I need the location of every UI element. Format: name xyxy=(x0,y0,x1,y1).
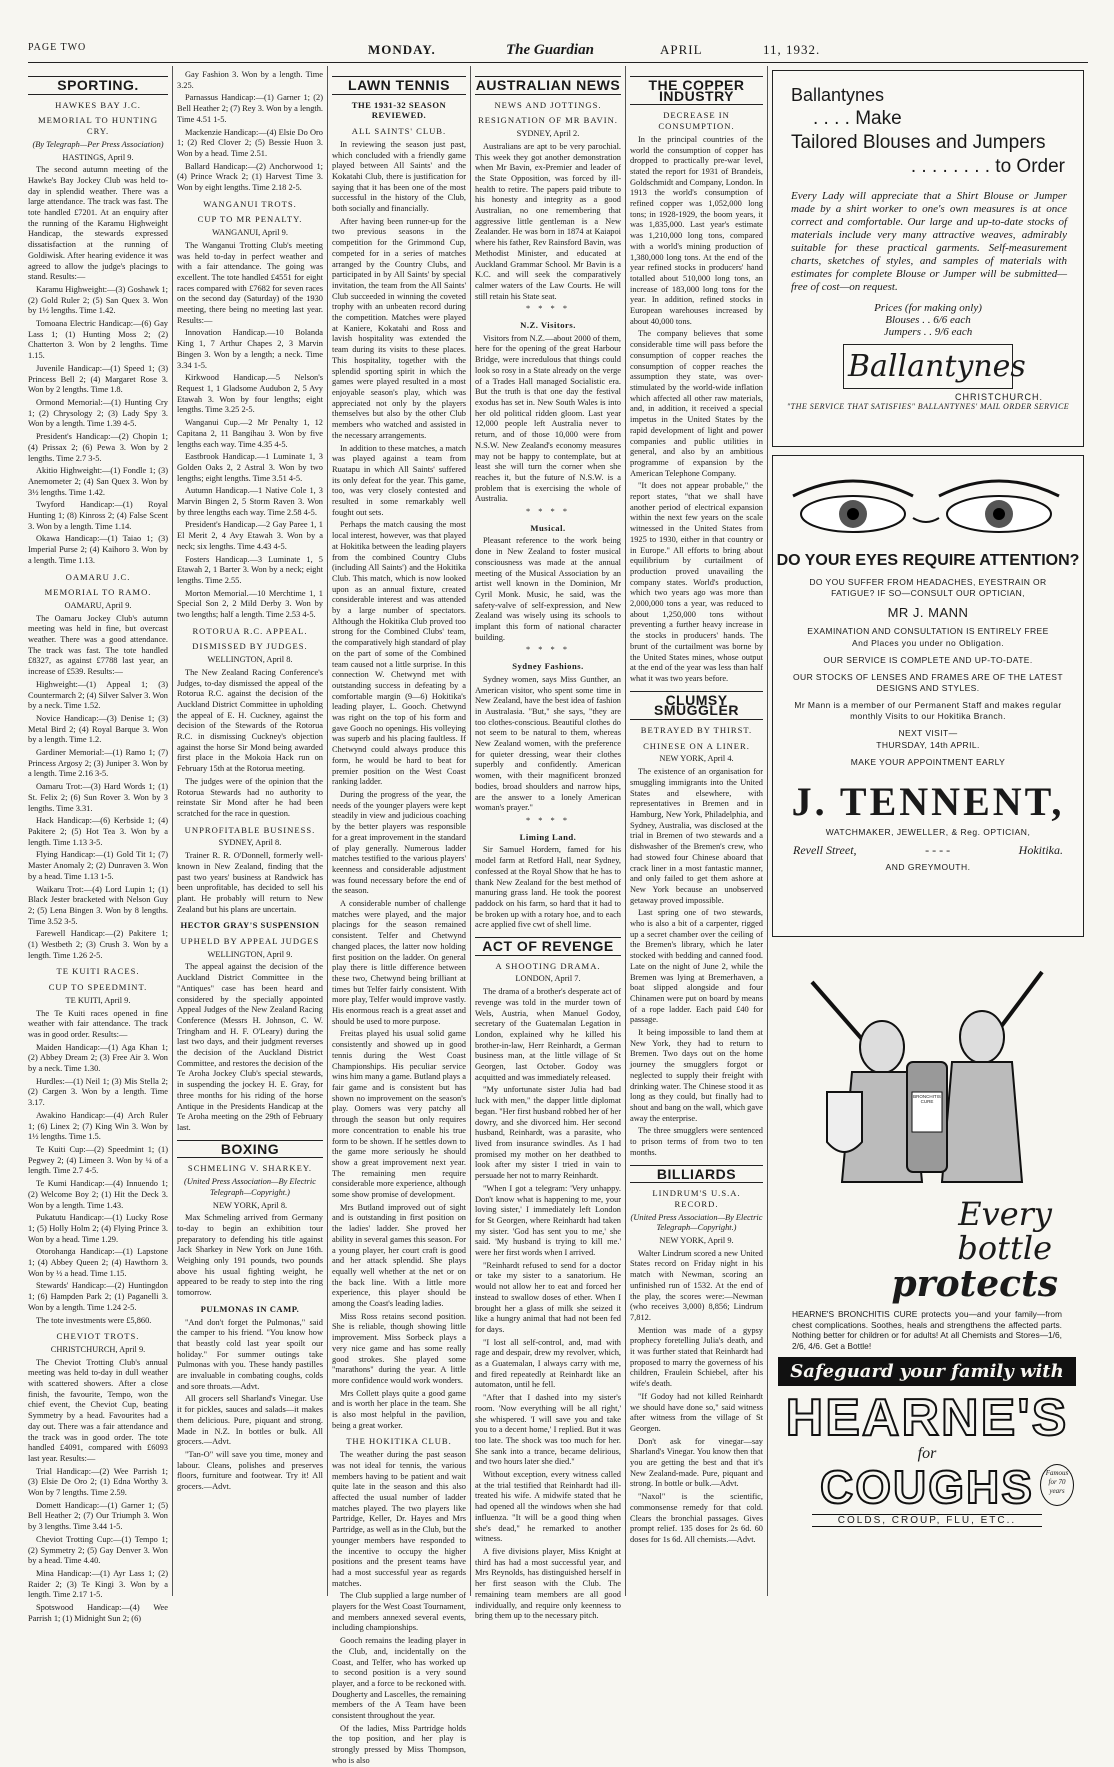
paragraph: The company believes that some considerable time will pass before the consumption of copper reaches the consumption of copper reaches the assumption they state, was over-stimulated by the world-wide inflation which affected all other raw materials, and, in addition, it received a special impetus in the United States by the rapid development of light and power companies and public utilities in general, and also by an ambitious programme of expansion by the American Telephone Company. xyxy=(630,329,763,478)
credit-line: (By Telegraph—Per Press Association) xyxy=(32,139,164,149)
dashes: - - - - xyxy=(925,843,951,857)
subheading: THE HOKITIKA CLUB. xyxy=(346,1436,452,1447)
paragraph: Morton Memorial.—10 Merchtime 1, 1 Special Son 2, 2 Mild Derby 3. Won by two lengths; half a length. Time 2.53 4-5. xyxy=(177,588,323,620)
section-title: THE COPPER INDUSTRY xyxy=(630,76,763,105)
paragraph: Waikaru Trot:—(4) Lord Lupin 1; (1) Black Jester bracketed with Nelson Guy 2; (5) Lena Bingen 3. Won by 8 lengths. Time 3.52 3-5. xyxy=(28,884,168,926)
price-blouses: Blouses . . 6/6 each xyxy=(885,314,971,326)
subheading: BETRAYED BY THIRST. xyxy=(640,725,753,736)
paragraph: Spotswood Handicap:—(4) Wee Parrish 1; (1) Midnight Sun 2; (6) xyxy=(28,1603,168,1623)
paragraph: Autumn Handicap.—1 Native Cole 1, 3 Marvin Bingen 2, 5 Storm Raven 3. Won by three lengths each way. Time 2.58 4-5. xyxy=(177,486,323,517)
separator: * * * * xyxy=(525,304,571,314)
branch-line: AND GREYMOUTH. xyxy=(885,862,971,872)
paragraph: Mina Handicap:—(1) Ayr Lass 1; (2) Raider 2; (3) Te Kingi 3. Won by a length. Time 2.17 1-5. xyxy=(28,1569,168,1600)
paragraph: Otorohanga Handicap:—(1) Lapstone 1; (4) Abbey Queen 2; (4) Hawthorn 3. Won by ½ a head. Time 1.15. xyxy=(28,1247,168,1278)
dateline: NEW YORK, April 4. xyxy=(659,754,734,764)
subheading: HECTOR GRAY'S SUSPENSION xyxy=(180,920,320,931)
ballantynes-signature-logo: Ballantynes xyxy=(843,344,1013,389)
paragraph: Oamaru Trot:—(3) Hard Words 1; (1) St. Felix 2; (6) Sun Rover 3. Won by 3 lengths. Time 3.31. xyxy=(28,782,168,813)
issue-day: MONDAY. xyxy=(368,42,436,57)
paragraph: The weather during the past season was not ideal for tennis, the various members having to be patient and wait quite late in the season and this also affected the usual number of ladder matches played. The two players like Partridge, Keller, Dr. Hayes and Mrs Partridge, as well as in the Club, but the younger members have responded to the incentive to occupy the higher positions and the present teams have had a most successful year as regards matches. xyxy=(332,1450,466,1588)
paragraph: Gooch remains the leading player in the Club, and, incidentally on the Coast, and Telfer, who has worked up to second position is a very sound player, and a force to be reckoned with. Dougherty and Lascelles, the remaining members of the A Team have been consistent throughout the year. xyxy=(332,1636,466,1721)
ad-text: OUR STOCKS OF LENSES AND FRAMES ARE OF THE LATEST DESIGNS AND STYLES. xyxy=(793,672,1063,693)
separator: * * * * xyxy=(525,507,571,517)
ad-body: HEARNE'S BRONCHITIS CURE protects you—and your family—from chest complications. Soothes, heals and strengthens the affected parts. Nothing better for children or for adults! At all Chemists and Stores—1/6, 2/6, 4/6. Get a Bottle! xyxy=(792,1309,1062,1351)
brand-for: for xyxy=(917,1445,937,1462)
paragraph: Cheviot Trotting Cup:—(1) Tempo 1; (2) Symmetry 2; (5) Gay Denver 3. Won by a head. Time 4.40. xyxy=(28,1534,168,1566)
famous-badge: Famous for 70 years xyxy=(1040,1464,1074,1506)
subheading: N.Z. Visitors. xyxy=(520,320,576,331)
paragraph: Gay Fashion 3. Won by a length. Time 3.25. xyxy=(177,70,323,90)
paragraph: "My unfortunate sister Julia had bad luck with men," the dapper little diplomat began. "Her first husband robbed her of her dowry, and she divorced him. Her second husband, Reinhardt, was a parasite, who lived from insurance swindles. As I had promised my mother on her deathbed to look after my sister I tried in vain to persuade her not to marry Reinhardt. xyxy=(475,1085,621,1181)
paragraph: In reviewing the season just past, which concluded with a friendly game played between All Saints' and the Kokatahi Club, there is justification for saying that it has been one of the most successful in the history of the Club, both socially and financially. xyxy=(332,139,466,214)
paragraph: Mrs Collett plays quite a good game and is worth her place in the team. She is also most helpful in the pavilion, being a great worker. xyxy=(332,1388,466,1430)
ad-body: Every Lady will appreciate that a Shirt Blouse or Jumper made by a shirt worker to one's own measures is at once correct and comfortable. Our large and up-to-date stocks of materials include very many attractive weaves, admirably suitable for these practical garments. Self-measurement charts, sketches of styles, and samples of materials with estimates for complete Blouse or Jumper will be submitted—free of cost—on request. xyxy=(791,190,1067,293)
section-title: BOXING xyxy=(177,1140,323,1159)
dateline: NEW YORK, April 8. xyxy=(212,1200,288,1210)
paragraph: Parnassus Handicap:—(1) Garner 1; (2) Bell Heather 2; (7) Rey 3. Won by a length. Time 4.51 1-5. xyxy=(177,93,323,124)
paragraph: "I lost all self-control, and, mad with rage and despair, drew my revolver, which, as a Guatemalan, I always carry with me, and fired repeatedly at Reinhardt like an automaton, until he fell. xyxy=(475,1337,621,1390)
subheading: WANGANUI TROTS. xyxy=(203,198,297,209)
paragraph: Kirkwood Handicap.—5 Nelson's Request 1, 1 Gladsome Audubon 2, 5 Avy Etawah 3. Won by four lengths; eight lengths. Time 3.25 2-5. xyxy=(177,373,323,415)
paragraph: Te Kuiti Cup:—(2) Speedmint 1; (1) Pegwey 2; (4) Limeen 3. Won by ¼ of a length. Time 2.7 4-5. xyxy=(28,1144,168,1176)
subheading: MEMORIAL TO HUNTING CRY. xyxy=(37,115,159,137)
credit-line: (United Press Association—By Electric Telegraph—Copyright.) xyxy=(630,1212,763,1233)
subheading: UNPROFITABLE BUSINESS. xyxy=(184,824,316,835)
paragraph: The Te Kuiti races opened in fine weather with fair attendance. The track was in good order. Results:— xyxy=(28,1008,168,1039)
paragraph: Australians are apt to be very parochial. This week they got another demonstration when Mr Bavin, ex-Premier and leader of the State Opposition, was forced by ill-health to retire. The papers paid tribute to his honesty and integrity as a good Australian, no one remembering that aggressive little gentleman is a New Zealander. He was born in 1874 at Kaiapoi where his father, Rev Rainsford Bavin, was Methodist Minister, and educated at Auckland Grammar School. Mr Bavin is a K.C. and will seek the comparatively calmer waters of the Law Courts. He will still retain his State seat. xyxy=(475,141,621,301)
subheading: Sydney Fashions. xyxy=(512,661,584,672)
paragraph: Pleasant reference to the work being done in New Zealand to foster musical consciousness was made at the annual meeting of the Musical Association by an artist well known in the Dominion, Mr Cyril Monk. Music, he said, was the safety-valve of self-expression, and New Zealand was wisely using its schools to implant this form of national character building. xyxy=(475,536,621,642)
paragraph: Twyford Handicap:—(1) Royal Hunting 1; (8) Kinross 2; (4) False Scent 3. Won by a length. Time 1.14. xyxy=(28,500,168,531)
column-rule xyxy=(327,66,328,1596)
eyes-illustration-icon xyxy=(773,456,1079,546)
section-title: BILLIARDS xyxy=(630,1165,763,1184)
dateline: HASTINGS, April 9. xyxy=(62,152,134,162)
optician-name: MR J. MANN xyxy=(887,605,969,620)
paragraph: Farewell Handicap:—(2) Pakitere 1; (1) Westbeth 2; (3) Crush 3. Won by a length. Time 1.26 2-5. xyxy=(28,929,168,960)
paragraph: Domett Handicap:—(1) Garner 1; (5) Bell Heather 2; (7) Our Triumph 3. Won by 3 lengths. Time 3.44 1-5. xyxy=(28,1500,168,1532)
paragraph: The appeal against the decision of the Auckland District Committee in the "Antiques" case has been heard and considered by the specially appointed Appeal Judges of the New Zealand Racing Conference (Messrs H. Johnson, C. W. Tringham and H. F. O'Leary) during the last two days, and their judgment reverses the decision of the Auckland District Committee, and restores the decision of the Te Aroha Jockey Club's special stewards, in suspending the jockey H. E. Gray, for three months for his riding of the horse Antique in the Presidents Handicap at the Te Aroha meeting on the 29th of February last. xyxy=(177,962,323,1132)
paragraph: Fosters Handicap.—3 Luminate 1, 5 Etawah 2, 1 Barter 3. Won by a neck; eight lengths. Time 2.55. xyxy=(177,554,323,585)
paragraph: "It does not appear probable," the report states, "that we shall have another period of electrical expansion within the next few years on the scale witnessed in the United States from 1925 to 1930, either in that country or in Europe." All efforts to bring about equilibrium by curtailment of production proved unavailing the company states. World's production, which two years ago was more than 2,000,000 tons a year, was reduced to about 1,250,000 tons without preventing a further heavy increase in the stocks in producers' hands. The brunt of the curtailment was borne by the United States mines, whose output at the end of the year was less than half what it was two years before. xyxy=(630,481,763,683)
subheading: CUP TO MR PENALTY. xyxy=(197,214,303,225)
paragraph: Max Schmeling arrived from Germany to-day to begin an exhibition tour preparatory to defending his title against Jack Sharkey in New York on June 16th. Weighing only 191 pounds, two pounds above his usual fighting weight, he appeared to be ready to step into the ring tomorrow. xyxy=(177,1213,323,1298)
subheading: TE KUITI RACES. xyxy=(56,966,140,977)
paragraph: It being impossible to land them at New York, they had to return to Bremen. Two days out on the home journey the smugglers forgot or neglected to supply their freight with drinking water. The Chinese stood it as long as they could, but finally had to shout and bang on the wall, which gave away the enterprise. xyxy=(630,1028,763,1123)
subheading: DECREASE IN CONSUMPTION. xyxy=(658,110,735,132)
paragraph: Hurdles:—(1) Neil 1; (3) Mis Stella 2; (2) Cargen 3. Won by a length. Time 3.17. xyxy=(28,1076,168,1108)
subheading: LINDRUM'S U.S.A. RECORD. xyxy=(652,1188,741,1209)
subheading: UPHELD BY APPEAL JUDGES xyxy=(180,936,320,947)
dateline: OAMARU, April 9. xyxy=(64,600,132,610)
subheading: A SHOOTING DRAMA. xyxy=(495,960,601,971)
issue-month: APRIL xyxy=(660,42,703,57)
brand-name: HEARNE'S xyxy=(785,1389,1069,1447)
section-title: CLUMSY SMUGGLER xyxy=(630,691,763,720)
subheading: SCHMELING V. SHARKEY. xyxy=(187,1163,313,1174)
section-title: LAWN TENNIS xyxy=(332,76,466,95)
paragraph: Akitio Highweight:—(1) Fondle 1; (3) Anemometer 2; (4) San Quex 3. Won by 3½ lengths. Time 1.42. xyxy=(28,466,168,497)
safeguard-banner: Safeguard your family with xyxy=(778,1357,1076,1386)
ad-text: NEXT VISIT— xyxy=(898,728,958,738)
paragraph: Visitors from N.Z.—about 2000 of them, here for the opening of the great Harbour Bridge, were incredulous that things could look so rosy in a State already on the verge of a Trades Hall managed Socialistic era. But the truth is that one day the festival exodus has set in. New South Wales is into her old political ridden gloom. Last year 12,000 people left Australia never to return, and of those 10,000 were from N.S.W. New Zealand's economy measures may not be happy to contemplate, but at least she will turn the corner when she reaches it, but the future of N.S.W. is a problem that is exercising the whole of Australia. xyxy=(475,333,621,504)
subheading: RESIGNATION OF MR BAVIN. xyxy=(478,115,618,126)
brand-coughs: COUGHS xyxy=(820,1461,1034,1513)
paragraph: The Club supplied a large number of players for the West Coast Tournament, and members annexed several events, including championships. xyxy=(332,1591,466,1633)
paragraph: Sir Samuel Hordern, famed for his model farm at Retford Hall, near Sydney, confessed at the Royal Show that he has to thank New Zealand for the best method of manuring grass land. He took the poorest paddock on his farm, so hard that it had to be broken up with a rotary hoe, and to each acre applied five cwt of shell lime. xyxy=(475,845,621,930)
paragraph: The second autumn meeting of the Hawke's Bay Jockey Club was held to-day in splendid weather. There was a large attendance. The track was fast. The tote handled £7201. At an enquiry after the running of the Karamu Highweight Handicap, the stewards expressed dissatisfaction at the running of Goldiwisk. After hearing evidence it was agreed to allow the judge's placings to stand. Results:— xyxy=(28,165,168,282)
ad-slogan: protects xyxy=(891,1263,1058,1305)
dateline: SYDNEY, April 2. xyxy=(516,129,580,139)
paragraph: All grocers sell Sharland's Vinegar. Use it for pickles, sauces and salads—it makes them delicious. Pure, piquant and strong. Made in N.Z. In bottles or bulk. All grocers.—Advt. xyxy=(177,1394,323,1447)
paragraph: Karamu Highweight:—(3) Goshawk 1; (2) Gold Ruler 2; (5) San Quex 3. Won by 1½ lengths. Time 1.42. xyxy=(28,284,168,316)
paragraph: "Tan-O" will save you time, money and labour. Cleans, polishes and preserves floors, furniture and footwear. Try it! All grocers.—Advt. xyxy=(177,1449,323,1492)
paragraph: Mackenzie Handicap:—(4) Elsie Do Oro 1; (2) Red Clover 2; (5) Bessie Huon 3. Won by a head. Time 2.51. xyxy=(177,127,323,158)
paragraph: A considerable number of challenge matches were played, and the major placings for the season remained consistent. Telfer and Chetwynd changed places, the latter now holding first position on the ladder. On general play there is little difference between these two, Chetwynd being brilliant at times but Telfer fairly consistent. With more play, Telfer would improve vastly. His enormous reach is a great asset and should be used to more purpose. xyxy=(332,899,466,1026)
paragraph: The drama of a brother's desperate act of revenge was told in the murder town of Wels, Austria, when Manuel Godoy, secretary of the Guatemalan Legation in London, explained why he killed his brother-in-law, Herr Reinhardt, a German business man, at the little village of St Georgen, last October. Godoy was acquitted and was immediately released. xyxy=(475,987,621,1082)
column-rule xyxy=(625,66,626,1596)
paragraph: After having been runner-up for the two previous seasons in the competition for the Grimmond Cup, competed for in a series of matches arranged by the Country Clubs, and participated in by All Saints' by special invitation, the team from the All Saints' Club succeeded in winning the coveted trophy with an unbeaten record during the competition. Matches were played at Kaniere, Kokatahi and Ross and lavish hospitality was extended the team during its visits to these places. This hospitality, together with the splendid sporting spirit in which the games were played resulted in a most enjoyable season's play, which was appreciated not only by the players themselves but also by the other Club members who watched and assisted in the necessary arrangements. xyxy=(332,216,466,440)
subheading: NEWS AND JOTTINGS. xyxy=(494,99,602,110)
ad-text: MAKE YOUR APPOINTMENT EARLY xyxy=(850,757,1006,767)
tennent-optician-advertisement xyxy=(772,455,1084,937)
dateline: WELLINGTON, April 9. xyxy=(207,949,293,959)
next-visit-date: THURSDAY, 14th APRIL. xyxy=(876,740,980,750)
section-title: SPORTING. xyxy=(28,76,168,95)
paragraph: Hack Handicap:—(6) Kerbside 1; (4) Pakitere 2; (5) Hot Tea 3. Won by a length. Time 1.13 3-5. xyxy=(28,816,168,847)
column-australian-news xyxy=(475,70,621,1621)
paragraph: The existence of an organisation for smuggling immigrants into the United States and elsewhere, with representatives in Bremen and in Hamburg, New York, Philadelphia, and Sydney, Australia, was disclosed at the trial in Bremen of two stewards and a dishwasher of the Bremen's crew, who had stowed four Chinese aboard that crack liner in a most fantastic manner, and only failed to get them ashore at New York because an unobserved getaway proved impossible. xyxy=(630,767,763,905)
credit-line: (United Press Association—By Electric Telegraph—Copyright.) xyxy=(184,1177,316,1197)
paragraph: Stewards' Handicap:—(2) Huntingdon 1; (6) Hampden Park 2; (1) Paganelli 3. Won by a length. Time 1.24 2-5. xyxy=(28,1281,168,1312)
paragraph: Maiden Handicap:—(1) Aga Khan 1; (2) Abbey Dream 2; (3) Free Air 3. Won by a neck. Time 1.30. xyxy=(28,1042,168,1074)
section-title: AUSTRALIAN NEWS xyxy=(475,77,621,93)
paragraph: "When I got a telegram: 'Very unhappy. Don't know what is happening to me, your loving sister,' I immediately left London for St Georgen, where Reinhardt had taken my sister. 'God has sent you to me,' she said. 'My husband is trying to kill me.' were her first words when I arrived. xyxy=(475,1183,621,1258)
subheading: THE 1931-32 SEASON REVIEWED. xyxy=(351,99,447,121)
ad-headline: DO YOUR EYES REQUIRE ATTENTION? xyxy=(776,552,1080,569)
paragraph: The Oamaru Jockey Club's autumn meeting was held in fine, but overcast weather. There was a good attendance. The track was fast. The tote handled £8327, as against £7788 last year, an increase of £539. Results:— xyxy=(28,613,168,677)
paragraph: Te Kumi Handicap:—(4) Innuendo 1; (2) Welcome Boy 2; (1) Hit the Deck 3. Won by a length. Time 1.43. xyxy=(28,1179,168,1210)
separator: * * * * xyxy=(525,816,571,825)
trade-line: WATCHMAKER, JEWELLER, & Reg. OPTICIAN, xyxy=(825,827,1031,837)
subheading: CHINESE ON A LINER. xyxy=(643,740,750,751)
page-number: PAGE TWO xyxy=(28,42,87,53)
subheading: CHEVIOT TROTS. xyxy=(56,1331,140,1342)
issue-date: 11, 1932. xyxy=(763,42,821,57)
paragraph: In the principal countries of the world the consumption of copper has dropped to practically pre-war level, stated the report for 1931 of Brandeis, Goldschmidt and Company, London. In 1913 the world's consumption of refined copper was 1,052,000 long tons; in 1928-1929, the boom years, it was 1,835,000. Last year's estimate was 1,210,000 long tons, compared with a world's mining production of 1,380,000 long tons. At the end of the year refined stocks in producers' hand totalled about 510,000 long tons, an increase of 183,000 long tons for the year. In addition, refined stocks in European warehouses increased by about 40,000 tons. xyxy=(630,134,763,326)
price-jumpers: Jumpers . . 9/6 each xyxy=(883,326,973,338)
paragraph: Sydney women, says Miss Gunther, an American visitor, who spent some time in New Zealand, have the best idea of fashion in Australasia. "But," she says, "they are too clothes-conscious. Beautiful clothes do not seem to be natural to them, whereas New Zealand women, with the preference for quieter dressing, wear their clothes superbly and confidently. American women, with their magnificent bronzed bodies, broad shoulders and narrow hips, are the answer to a lonely American woman's prayer." xyxy=(475,674,621,813)
dateline: SYDNEY, April 8. xyxy=(218,838,282,848)
paragraph: "And don't forget the Pulmonas," said the camper to his friend. "You know how that beastly cold last year spoilt our holiday." For summer outings take Pulmonas with you. These handy pastilles are invaluable in combating coughs, colds and sore throats.—Advt. xyxy=(177,1317,323,1391)
subheading: HAWKES BAY J.C. xyxy=(55,99,141,110)
subheading: ROTORUA R.C. APPEAL. xyxy=(192,625,308,636)
address-line xyxy=(793,843,1063,858)
subheading: CUP TO SPEEDMINT. xyxy=(48,982,148,993)
paragraph: Miss Ross retains second position. She is reliable, though showing little improvement. Miss Sorbeck plays a very nice game and has some really good strokes. She played some "marathons" during the year. A little more confidence would work wonders. xyxy=(332,1311,466,1385)
bottle-label: BRONCHITIS CURE xyxy=(913,1094,941,1104)
paragraph: Trainer R. R. O'Donnell, formerly well-known in New Zealand, finding that the past two years' business at Randwick has been unprofitable, has decided to sell his plant. He probably will return to New Zealand but his plans are uncertain. xyxy=(177,851,323,914)
paragraph: "If Godoy had not killed Reinhardt we should have done so," said witness after witness from the village of St Georgen. xyxy=(630,1391,763,1433)
dateline: WANGANUI, April 9. xyxy=(212,228,288,238)
street: Revell Street, xyxy=(793,843,857,857)
paragraph: Highweight:—(1) Appeal 1; (3) Countermarch 2; (4) Silver Salver 3. Won by a neck. Time 1.52. xyxy=(28,679,168,711)
dateline: CHRISTCHURCH, April 9. xyxy=(50,1344,146,1354)
ad-heading: Ballantynes xyxy=(791,85,885,105)
paragraph: Trial Handicap:—(2) Wee Parrish 1; (3) Elsie De Oro 2; (1) Edna Worthy 3. Won by 7 lengths. Time 2.59. xyxy=(28,1466,168,1498)
subheading: DISMISSED BY JUDGES. xyxy=(192,641,308,652)
hearnes-advertisement xyxy=(772,942,1082,1592)
dateline: TE KUITI, April 9. xyxy=(65,995,131,1005)
column-rule xyxy=(470,66,471,1596)
ad-text: DO YOU SUFFER FROM HEADACHES, EYESTRAIN OR FATIGUE? IF SO—CONSULT OUR OPTICIAN, xyxy=(809,577,1047,598)
paragraph: President's Handicap.—2 Gay Paree 1, 1 El Merit 2, 4 Avy Etawah 3. Won by a neck; six lengths. Time 4.43 4-5. xyxy=(177,520,323,551)
column-rule xyxy=(172,66,173,1596)
ballantynes-advertisement xyxy=(772,70,1084,447)
paragraph: The tote investments were £5,860. xyxy=(36,1315,152,1325)
newspaper-title: The Guardian xyxy=(506,42,594,58)
paragraph: Perhaps the match causing the most local interest, however, was that played at Hokitika between the leading players from the combined Country Clubs (including All Saints') and the Hokitika Club. This match, which is now looked upon as an annual fixture, created considerable interest and was attended by a large number of spectators. Although the Hokitika Club proved too strong for the Combined Clubs' team, the comparatively high standard of play on the part of some of the Combined team caused not a little surprise. In this connection W. Chetwynd met with outstanding success in defeating by a comfortable margin (9—6) Hokitika's leading player, L. Gooch. Chetwynd was right on the top of his form and gave Gooch no openings. His volleying was superb and his placing faultless. If Chetwynd could always produce this form, he would be hard to beat for premier position on the West Coast ranking ladder. xyxy=(332,520,466,787)
paragraph: Innovation Handicap.—10 Bolanda King 1, 7 Arthur Chapes 2, 3 Marvin Bingen 3. Won by a length; a neck. Time 3.34 1-5. xyxy=(177,328,323,370)
paragraph: Mrs Butland improved out of sight and is outstanding in first position on the ladies' ladder. She proved her ability in several games this season. For a young player, her court craft is good and her attack splendid. She plays equally well whether at the net or on the back line. With a little more experience, this player should be among the Coast's leading ladies. xyxy=(332,1202,466,1309)
paragraph: Without exception, every witness called at the trial testified that Reinhardt had ill-treated his wife. A midwife stated that he had opened all the windows when she had influenza. "It will be a good thing when she's dead," he remarked to another witness. xyxy=(475,1470,621,1544)
paragraph: In addition to these matches, a match was played against a team from Ruatapu in which All Saints' suffered its only defeat for the year. This game, too, was very closely contested and resulted in some remarkably well fought out sets. xyxy=(332,443,466,517)
dateline: NEW YORK, April 9. xyxy=(659,1236,734,1246)
paragraph: Okawa Handicap:—(1) Taiao 1; (3) Imperial Purse 2; (4) Kaihoro 3. Won by a length. Time 1.13. xyxy=(28,534,168,565)
paragraph: Of the ladies, Miss Partridge holds the top position, and her play is strongly pressed by Miss Thompson, who is also xyxy=(332,1723,466,1765)
ad-slogan: Every xyxy=(958,1195,1052,1233)
paragraph: The three smugglers were sentenced to prison terms of from two to ten months. xyxy=(630,1126,763,1157)
paragraph: President's Handicap:—(2) Chopin 1; (4) Prissax 2; (6) Pewa 3. Won by 2 lengths. Time 2.7 3-5. xyxy=(28,432,168,463)
ad-text: Mr Mann is a member of our Permanent Staff and makes regular monthly Visits to our Hokitika Branch. xyxy=(794,700,1062,721)
paragraph: The Wanganui Trotting Club's meeting was held to-day in perfect weather and with a fair attendance. The going was excellent. The tote handled £4551 for eight races compared with £7682 for seven races on the second day (Saturday) of the 1930 meeting, there being no meeting last year. Results:— xyxy=(177,240,323,325)
jeweller-name: J. TENNENT, xyxy=(791,779,1065,824)
ad-text: And Places you under no Obligation. xyxy=(852,638,1004,648)
paragraph: "Reinhardt refused to send for a doctor or take my sister to a sanatorium. He would not allow her to eat and forced her instead to swallow doses of ether. When I brought her a glass of milk she seized it like a hungry animal that had not been fed for days. xyxy=(475,1260,621,1334)
paragraph: Gardiner Memorial:—(1) Ramo 1; (7) Princess Argosy 2; (3) Juniper 3. Won by a length. Time 2.16 3-5. xyxy=(28,748,168,779)
paragraph: A five divisions player, Miss Knight at third has had a most successful year, and Mrs Reynolds, has distinguished herself in her first season with the Club. The remaining team members are all good individually, and require only keenness to bring them up to the necessary pitch. xyxy=(475,1547,621,1621)
paragraph: Freitas played his usual solid game consistently and showed up in good tennis during the West Coast Championships. His peculiar service wins him many a game. Butland plays a fair game and is consistent but has shown no improvement on the season's play. Oomers was very patchy all through the season but only requires more concentration to enable his true form to be shown. If he settles down to the game more seriously he should show a great improvement next year. The remaining men require considerable more experience, although some show promise of development. xyxy=(332,1029,466,1200)
subheading: MEMORIAL TO RAMO. xyxy=(44,587,152,598)
subheading: Musical. xyxy=(530,522,566,533)
column-copper-industry xyxy=(630,70,763,1600)
ad-text: OUR SERVICE IS COMPLETE AND UP-TO-DATE. xyxy=(823,655,1033,665)
knight-figures-illustration-icon xyxy=(772,942,1082,1192)
subheading: OAMARU J.C. xyxy=(65,571,131,582)
paragraph: The judges were of the opinion that the Rotorua Stewards had no authority to reinstate Sir Mond after he had been scratched for the race in question. xyxy=(177,776,323,818)
column-racing-continued xyxy=(177,70,323,1600)
paragraph: Tomoana Electric Handicap:—(6) Gay Lass 1; (1) Hunting Moss 2; (2) Chatterton 3. Won by 2 lengths. Time 1.15. xyxy=(28,319,168,361)
town: Hokitika. xyxy=(1018,843,1063,857)
ad-slogan: bottle xyxy=(957,1229,1052,1267)
paragraph: Mention was made of a gypsy prophecy foretelling Julia's death, and it was further stated that Reinhardt had proposed to marry the governess of his children, Fraulein Schiebel, after his wife's death. xyxy=(630,1325,763,1389)
ad-heading: . . . . . . . . to Order xyxy=(910,156,1065,177)
paragraph: "After that I dashed into my sister's room. 'Now everything will be all right,' she whispered. 'I will save you and take you to a decent home,' I replied. But it was too late. The shock was too much for her. She sank into a trance, became delirious, and two hours later she died." xyxy=(475,1393,621,1467)
paragraph: Juvenile Handicap:—(1) Speed 1; (3) Princess Bell 2; (4) Margaret Rose 3. Won by 2 lengths. Time 1.8. xyxy=(28,363,168,395)
ad-text: EXAMINATION AND CONSULTATION IS ENTIRELY FREE xyxy=(807,626,1049,636)
paragraph: Pukatutu Handicap:—(1) Lucky Rose 1; (5) Holly Holm 2; (4) Flying Prince 3. Won by a head. Time 1.29. xyxy=(28,1213,168,1244)
masthead xyxy=(28,42,1088,63)
subheading: PULMONAS IN CAMP. xyxy=(200,1303,300,1314)
paragraph: The New Zealand Racing Conference's Judges, to-day dismissed the appeal of the Rotorua R.C. against the decision of the Auckland District Committee in upholding the appeal of E. H. Cuckney, against the decision of the Stewards of the Rotorua R.C. in dismissing Cuckney's objection against the horse Sir Mond being awarded first place in the Mokoia Hack run on February 15th at the Rotorua meeting. xyxy=(177,667,323,774)
paragraph: During the progress of the year, the needs of the younger players were kept steadily in view and judicious coaching by the better players was responsible for a great improvement in the standard of play generally. Numerous ladder matches testified to the various players' keenness and considerable adjustment was found necessary before the end of the season. xyxy=(332,790,466,896)
ad-slogan: "THE SERVICE THAT SATISFIES" BALLANTYNES' MAIL ORDER SERVICE xyxy=(786,402,1070,411)
paragraph: Ormond Memorial:—(1) Hunting Cry 1; (2) Chrysology 2; (3) Lady Spy 3. Won by a length. Time 1.39 4-5. xyxy=(28,397,168,429)
column-lawn-tennis xyxy=(332,70,466,1765)
paragraph: Don't ask for vinegar—say Sharland's Vinegar. You know then that you are getting the best and that it's New Zealand-made. Pure, piquant and strong. In bottle or bulk.—Advt. xyxy=(630,1436,763,1489)
paragraph: Novice Handicap:—(3) Denise 1; (3) Metal Bird 2; (4) Royal Barque 3. Won by a length. Time 1.2. xyxy=(28,713,168,745)
paragraph: Wanganui Cup.—2 Mr Penalty 1, 12 Capitana 2, 11 Bangihau 3. Won by five lengths each way. Time 4.35 4-5. xyxy=(177,418,323,449)
separator: * * * * xyxy=(525,645,571,655)
paragraph: Flying Handicap:—(1) Gold Tit 1; (7) Master Anomaly 2; (2) Dunraven 3. Won by a head. Time 1.13 1-5. xyxy=(28,850,168,881)
paragraph: Ballard Handicap:—(2) Anchorwood 1; (4) Prince Wrack 2; (1) Harvest Time 3. Won by eight lengths. Time 2.18 2-5. xyxy=(177,161,323,193)
paragraph: Awakino Handicap:—(4) Arch Ruler 1; (6) Linex 2; (7) King Win 3. Won by 1½ lengths. Time 1.5. xyxy=(28,1110,168,1142)
paragraph: The Cheviot Trotting Club's annual meeting was held to-day in dull weather with scattered showers. After a close finish, the favourite, Tempo, won the chief event, the Cheviot Cup, beating Symmetry by a head. Favourites had a day out. There was a fair attendance and the track was in good order. The tote handled £4091, compared with £6093 last year. Results:— xyxy=(28,1357,168,1463)
paragraph: Last spring one of two stewards, who is also a bit of a carpenter, rigged up a secret chamber over the ceiling of the Bremen's library, which he later stocked with bedding and canned food. Late on the night of June 2, while the Bremen was lying at Bremerhaven, a boat slipped alongside and four Chinamen were put on board by means of a rope ladder. Each paid £40 for passage. xyxy=(630,908,763,1025)
ad-heading: Tailored Blouses and Jumpers xyxy=(791,132,1046,153)
price-title: Prices (for making only) xyxy=(874,302,982,314)
conditions-line: COLDS, CROUP, FLU, ETC.. xyxy=(812,1514,1042,1527)
column-rule xyxy=(767,66,768,1596)
ad-city: CHRISTCHURCH. xyxy=(955,392,1043,402)
paragraph: "Naxol" is the scientific, commonsense remedy for that cold. Clears the bronchial passages. Gives prompt relief. 135 doses for 2s 6d. 60 doses for 1s 6d. All chemists.—Advt. xyxy=(630,1492,763,1544)
paragraph: Walter Lindrum scored a new United States record on Friday night in his match with Newman, scoring an unfinished run of 1532. At the end of the play, the scores were:—Newman (who receives 3,000) 8,856; Lindrum 7,812. xyxy=(630,1248,763,1322)
column-sporting xyxy=(28,70,168,1623)
subheading: Liming Land. xyxy=(519,831,577,842)
dateline: WELLINGTON, April 8. xyxy=(207,655,293,665)
ad-heading: . . . . Make xyxy=(813,108,902,129)
paragraph: Eastbrook Handicap.—1 Luminate 1, 3 Golden Oaks 2, 2 Astral 3. Won by two lengths; eight lengths. Time 3.51 4-5. xyxy=(177,452,323,483)
dateline: LONDON, April 7. xyxy=(515,974,581,984)
section-title: ACT OF REVENGE xyxy=(475,937,621,956)
subheading: ALL SAINTS' CLUB. xyxy=(351,126,447,137)
